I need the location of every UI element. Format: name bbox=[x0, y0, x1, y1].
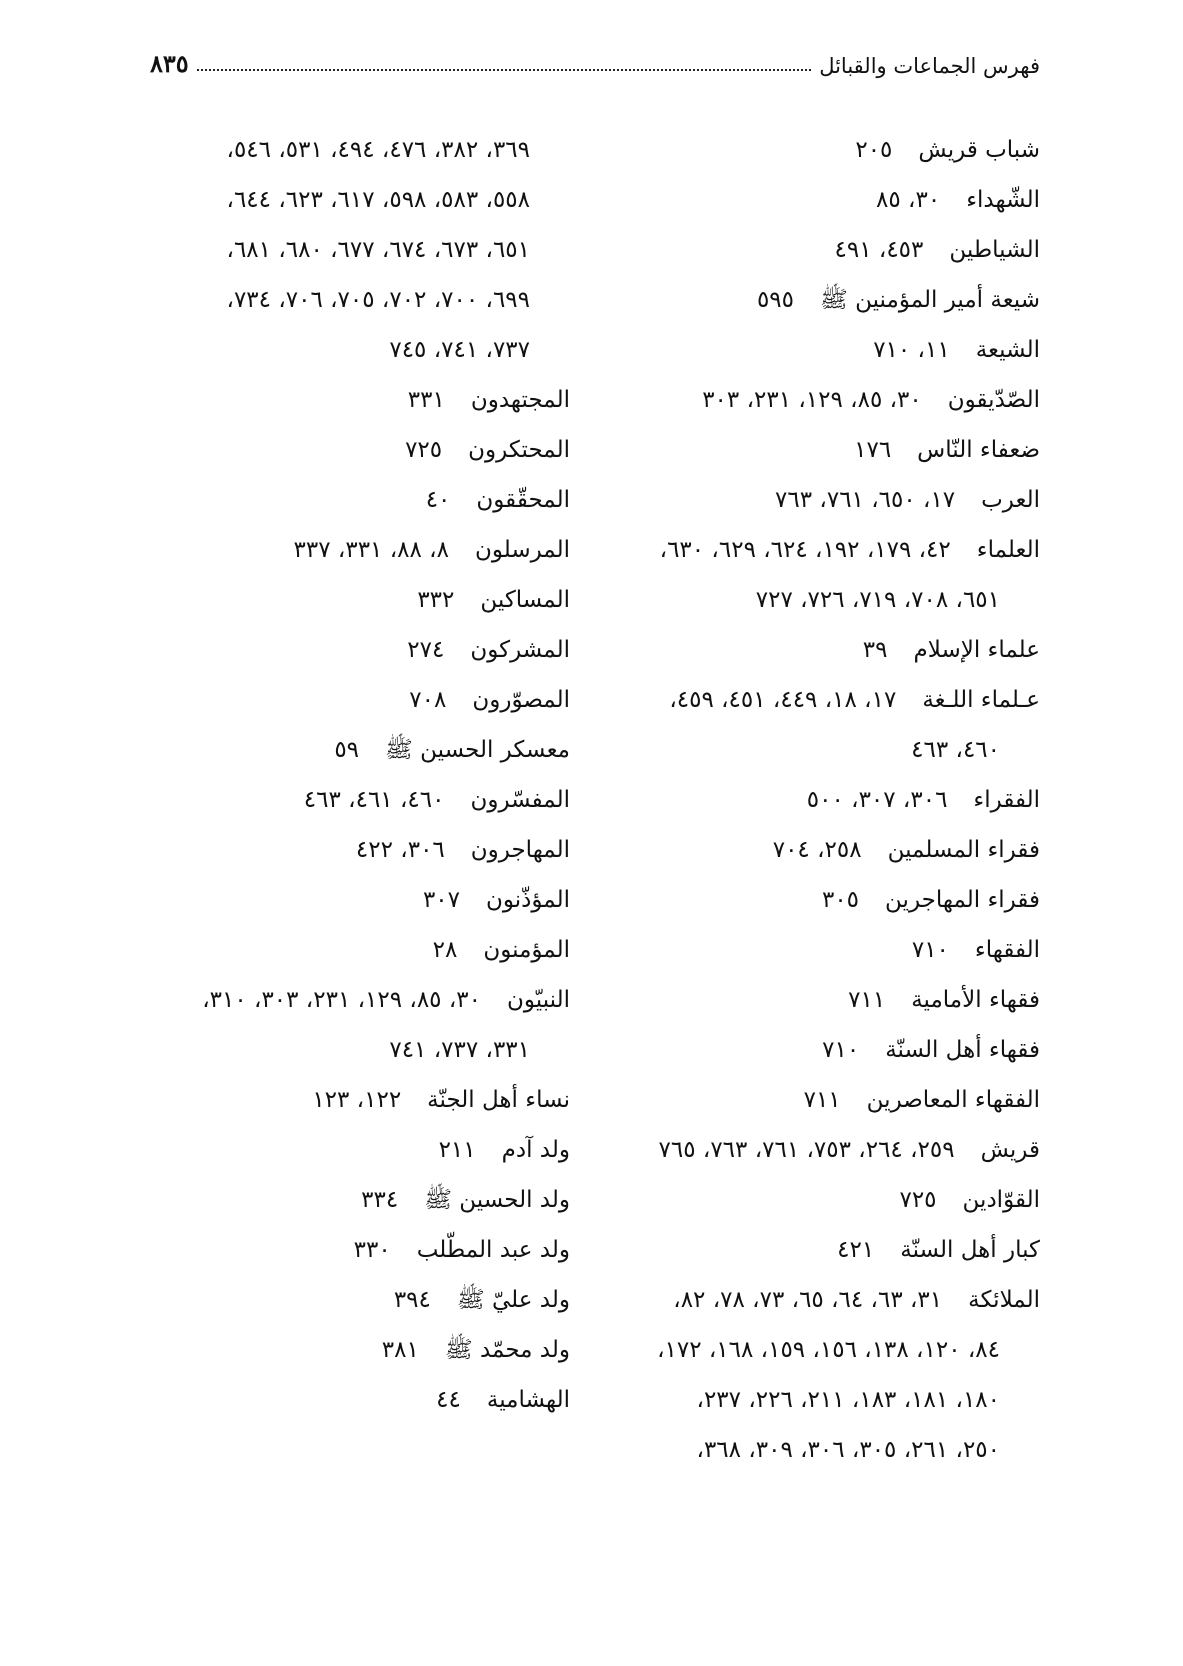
index-entry bbox=[140, 675, 570, 725]
index-entry bbox=[620, 1275, 1040, 1325]
entry-term: الفقهاء المعاصرين bbox=[866, 1087, 1040, 1113]
entry-pages: ٣٣١ bbox=[407, 387, 445, 413]
index-entry bbox=[140, 375, 570, 425]
index-entry bbox=[140, 725, 570, 775]
entry-term: المشركون bbox=[470, 637, 570, 663]
entry-pages-continued: ٧٣٧، ٧٤١، ٧٤٥ bbox=[389, 337, 530, 363]
index-entry bbox=[620, 275, 1040, 325]
index-entry bbox=[620, 225, 1040, 275]
entry-pages: ١٧٦ bbox=[854, 437, 892, 463]
entry-pages: ٧٠٨ bbox=[409, 687, 447, 713]
entry-pages: ٢٠٥ bbox=[855, 137, 893, 163]
entry-pages: ٣٠٧ bbox=[422, 887, 460, 913]
entry-term: المؤذّنون bbox=[486, 887, 570, 913]
entry-term: ولد عبد المطّلب bbox=[416, 1237, 570, 1263]
index-entry bbox=[620, 775, 1040, 825]
entry-term: معسكر الحسين ﷺ bbox=[385, 737, 570, 763]
entry-term: فقهاء الأمامية bbox=[911, 987, 1040, 1013]
entry-term: شباب قريش bbox=[918, 137, 1040, 163]
entry-pages: ٥٩٥ bbox=[756, 287, 795, 313]
index-entry bbox=[140, 1175, 570, 1225]
index-entry bbox=[140, 925, 570, 975]
index-entry bbox=[140, 1325, 570, 1375]
index-entry bbox=[140, 1125, 570, 1175]
entry-pages: ٧١١ bbox=[803, 1087, 841, 1113]
running-header bbox=[150, 38, 1040, 78]
index-column-left bbox=[140, 125, 570, 1425]
entry-pages-continued: ٦٥١، ٦٧٣، ٦٧٤، ٦٧٧، ٦٨٠، ٦٨١، bbox=[226, 237, 530, 263]
entry-pages: ٧٢٥ bbox=[899, 1187, 937, 1213]
entry-term: المصوّرون bbox=[472, 687, 570, 713]
entry-term: ولد آدم bbox=[501, 1137, 570, 1163]
entry-pages: ٤٢١ bbox=[837, 1237, 875, 1263]
entry-term: الملائكة bbox=[968, 1287, 1040, 1313]
index-entry bbox=[140, 475, 570, 525]
entry-pages: ٧١٠ bbox=[911, 937, 949, 963]
entry-term: المساكين bbox=[480, 587, 570, 613]
entry-term: المفسّرون bbox=[470, 787, 570, 813]
entry-pages-continued: ٢٥٠، ٢٦١، ٣٠٥، ٣٠٦، ٣٠٩، ٣٦٨، bbox=[696, 1437, 1000, 1463]
entry-term: العلماء bbox=[976, 537, 1040, 563]
entry-pages: ٣٨١ bbox=[381, 1337, 419, 1363]
index-entry bbox=[620, 125, 1040, 175]
entry-pages-continued: ٦٥١، ٧٠٨، ٧١٩، ٧٢٦، ٧٢٧ bbox=[755, 587, 1000, 613]
entry-pages: ٢١١ bbox=[438, 1137, 476, 1163]
entry-pages: ٣٣٢ bbox=[417, 587, 455, 613]
index-entry bbox=[140, 775, 570, 825]
entry-term: الشّهداء bbox=[966, 187, 1040, 213]
index-entry bbox=[620, 1125, 1040, 1175]
entry-term: المجتهدون bbox=[470, 387, 570, 413]
index-entry bbox=[620, 975, 1040, 1025]
index-entry bbox=[620, 1075, 1040, 1125]
entry-pages: ٣٩٤ bbox=[393, 1287, 431, 1313]
header-leader-dots bbox=[197, 69, 812, 71]
index-entry bbox=[140, 525, 570, 575]
entry-pages: ٨، ٨٨، ٣٣١، ٣٣٧ bbox=[293, 537, 449, 563]
index-entry bbox=[140, 1225, 570, 1275]
index-entry bbox=[140, 575, 570, 625]
entry-pages: ٣٩ bbox=[862, 637, 888, 663]
entry-term: قريش bbox=[980, 1137, 1040, 1163]
index-entry bbox=[620, 1025, 1040, 1075]
index-entry bbox=[140, 975, 570, 1025]
entry-pages-continued: ٦٩٩، ٧٠٠، ٧٠٢، ٧٠٥، ٧٠٦، ٧٣٤، bbox=[226, 287, 530, 313]
index-entry bbox=[620, 1175, 1040, 1225]
entry-term: المهاجرون bbox=[470, 837, 570, 863]
entry-pages-continued: ٣٣١، ٧٣٧، ٧٤١ bbox=[389, 1037, 530, 1063]
entry-pages: ٣٣٠ bbox=[353, 1237, 391, 1263]
entry-term: الشيعة bbox=[975, 337, 1040, 363]
index-column-right bbox=[620, 125, 1040, 1475]
entry-pages: ١٧، ١٨، ٤٤٩، ٤٥١، ٤٥٩، bbox=[669, 687, 897, 713]
entry-term: الصّدّيقون bbox=[947, 387, 1040, 413]
entry-pages: ٤٤ bbox=[436, 1387, 461, 1413]
entry-term: الفقهاء bbox=[974, 937, 1040, 963]
entry-pages-continued: ١٨٠، ١٨١، ١٨٣، ٢١١، ٢٢٦، ٢٣٧، bbox=[696, 1387, 1000, 1413]
entry-pages: ٤٥٣، ٤٩١ bbox=[834, 237, 924, 263]
entry-pages: ٢٧٤ bbox=[407, 637, 445, 663]
entry-pages: ٣٠، ٨٥، ١٢٩، ٢٣١، ٣٠٣، ٣١٠، bbox=[202, 987, 481, 1013]
entry-pages: ٧١١ bbox=[848, 987, 886, 1013]
entry-pages: ٣٠٦، ٤٢٢ bbox=[355, 837, 445, 863]
entry-term: ولد الحسين ﷺ bbox=[424, 1187, 570, 1213]
entry-term: فقراء المسلمين bbox=[887, 837, 1040, 863]
entry-pages: ٢٥٩، ٢٦٤، ٧٥٣، ٧٦١، ٧٦٣، ٧٦٥ bbox=[658, 1137, 955, 1163]
entry-term: الشياطين bbox=[949, 237, 1040, 263]
entry-term: نساء أهل الجنّة bbox=[427, 1087, 570, 1113]
entry-pages: ٤٠ bbox=[425, 487, 451, 513]
header-title: فهرس الجماعات والقبائل bbox=[819, 54, 1040, 78]
index-entry bbox=[620, 525, 1040, 575]
index-entry bbox=[620, 875, 1040, 925]
index-entry bbox=[140, 1275, 570, 1325]
entry-term: النبيّون bbox=[507, 987, 570, 1013]
entry-pages: ٧١٠ bbox=[822, 1037, 860, 1063]
entry-pages: ٣٠، ٨٥ bbox=[876, 187, 941, 213]
index-entry bbox=[620, 475, 1040, 525]
entry-term: الفقراء bbox=[973, 787, 1040, 813]
index-entry bbox=[620, 825, 1040, 875]
index-entry bbox=[620, 675, 1040, 725]
entry-pages: ٤٢، ١٧٩، ١٩٢، ٦٢٤، ٦٢٩، ٦٣٠، bbox=[659, 537, 951, 563]
index-entry bbox=[620, 375, 1040, 425]
entry-pages: ١١، ٧١٠ bbox=[873, 337, 950, 363]
entry-term: القوّادين bbox=[962, 1187, 1040, 1213]
entry-pages-continued: ٤٦٠، ٤٦٣ bbox=[911, 737, 1000, 763]
index-entry bbox=[620, 1225, 1040, 1275]
entry-pages: ٣٠٦، ٣٠٧، ٥٠٠ bbox=[806, 787, 948, 813]
entry-term: الهشامية bbox=[486, 1387, 570, 1413]
entry-term: علماء الإسلام bbox=[913, 637, 1040, 663]
entry-term: العرب bbox=[981, 487, 1040, 513]
entry-term: المرسلون bbox=[474, 537, 570, 563]
entry-term: ضعفاء النّاس bbox=[917, 437, 1040, 463]
page-number: ٨٣٥ bbox=[150, 49, 189, 78]
entry-term: شيعة أمير المؤمنين ﷺ bbox=[820, 287, 1040, 313]
entry-pages: ٣٠، ٨٥، ١٢٩، ٢٣١، ٣٠٣ bbox=[702, 387, 922, 413]
index-entry bbox=[620, 925, 1040, 975]
index-entry bbox=[140, 1075, 570, 1125]
entry-term: ولد محمّد ﷺ bbox=[444, 1337, 570, 1363]
entry-pages: ٣٣٤ bbox=[361, 1187, 399, 1213]
index-entry bbox=[620, 625, 1040, 675]
entry-pages-continued: ٥٥٨، ٥٨٣، ٥٩٨، ٦١٧، ٦٢٣، ٦٤٤، bbox=[226, 187, 530, 213]
entry-term: المؤمنون bbox=[483, 937, 570, 963]
entry-pages: ٧٢٥ bbox=[405, 437, 443, 463]
entry-pages: ٤٦٠، ٤٦١، ٤٦٣ bbox=[303, 787, 445, 813]
index-entry bbox=[140, 825, 570, 875]
entry-term: فقراء المهاجرين bbox=[885, 887, 1040, 913]
entry-pages: ٢٨ bbox=[432, 937, 458, 963]
entry-pages: ٥٩ bbox=[334, 737, 360, 763]
entry-pages-continued: ٨٤، ١٢٠، ١٣٨، ١٥٦، ١٥٩، ١٦٨، ١٧٢، bbox=[657, 1337, 1000, 1363]
entry-pages: ٣٠٥ bbox=[821, 887, 860, 913]
entry-pages: ٢٥٨، ٧٠٤ bbox=[772, 837, 862, 863]
entry-term: المحتكرون bbox=[468, 437, 570, 463]
entry-term: فقهاء أهل السنّة bbox=[885, 1037, 1040, 1063]
entry-pages: ١٧، ٦٥٠، ٧٦١، ٧٦٣ bbox=[775, 487, 956, 513]
index-entry bbox=[620, 425, 1040, 475]
entry-term: ولد عليّ ﷺ bbox=[456, 1287, 570, 1313]
entry-pages: ١٢٢، ١٢٣ bbox=[312, 1087, 402, 1113]
entry-pages-continued: ٣٦٩، ٣٨٢، ٤٧٦، ٤٩٤، ٥٣١، ٥٤٦، bbox=[226, 137, 530, 163]
index-entry bbox=[140, 1375, 570, 1425]
entry-term: عـلماء اللـغة bbox=[922, 687, 1040, 713]
index-entry bbox=[620, 175, 1040, 225]
entry-term: كبار أهل السنّة bbox=[900, 1237, 1040, 1263]
index-entry bbox=[140, 425, 570, 475]
index-entry bbox=[140, 875, 570, 925]
index-entry bbox=[620, 325, 1040, 375]
entry-term: المحقّقون bbox=[476, 487, 570, 513]
entry-pages: ٣١، ٦٣، ٦٤، ٦٥، ٧٣، ٧٨، ٨٢، bbox=[673, 1287, 943, 1313]
index-entry bbox=[140, 625, 570, 675]
